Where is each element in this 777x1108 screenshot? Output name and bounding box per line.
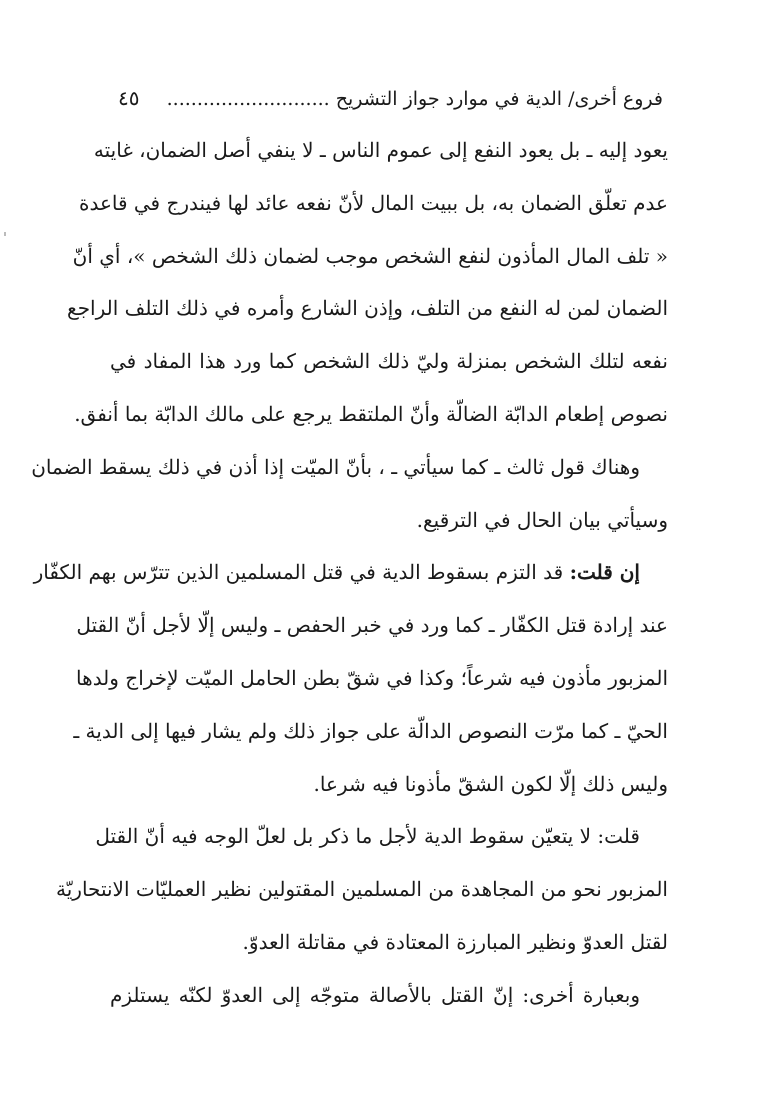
line-text: المزبور مأذون فيه شرعاً؛ وكذا في شقّ بطن الحامل الميّت لإخراج ولدها [76, 665, 668, 690]
text-line [110, 969, 668, 1022]
running-header [118, 86, 663, 120]
header-title-text: فروع أخرى/ الدية في موارد جواز التشريح [335, 88, 663, 110]
line-text: المزبور نحو من المجاهدة من المسلمين المقتولين نظير العمليّات الانتحاريّة [56, 877, 668, 902]
text-line [33, 546, 668, 599]
line-text: يعود إليه ـ بل يعود النفع إلى عموم الناس ـ لا ينفي أصل الضمان، غايته [93, 138, 668, 162]
line-text: قلت: لا يتعيّن سقوط الدية لأجل ما ذكر بل لعلّ الوجه فيه أنّ القتل [95, 824, 640, 849]
text-line [110, 335, 668, 388]
line-text: عند إرادة قتل الكفّار ـ كما ورد في خبر الحفص ـ وليس إلّا لأجل أنّ القتل [76, 613, 668, 638]
line-text: « تلف المال المأذون لنفع الشخص موجب لضمان ذلك الشخص »، أي أنّ [72, 243, 668, 268]
text-line [76, 652, 668, 705]
text-line [72, 230, 668, 283]
text-line [73, 705, 668, 758]
text-line [31, 441, 668, 494]
margin-mark [4, 232, 6, 236]
text-line [78, 177, 668, 230]
line-text: وليس ذلك إلّا لكون الشقّ مأذونا فيه شرعا. [313, 771, 668, 796]
text-line [93, 124, 668, 177]
line-text: وبعبارة أخرى: إنّ القتل بالأصالة متوجّه إلى العدوّ لكنّه يستلزم [110, 982, 640, 1007]
line-text: نفعه لتلك الشخص بمنزلة وليّ ذلك الشخص كما ورد هذا المفاد في [110, 349, 668, 374]
text-line [67, 282, 668, 335]
header-dot-leader: ........................... [166, 88, 330, 110]
text-line [110, 494, 668, 547]
line-text: الحيّ ـ كما مرّت النصوص الدالّة على جواز ذلك ولم يشار فيها إلى الدية ـ [73, 718, 668, 743]
text-line [110, 916, 668, 969]
text-line [76, 599, 668, 652]
text-line [110, 758, 668, 811]
line-text: وسيأتي بيان الحال في الترقيع. [416, 507, 668, 532]
line-text: الضمان لمن له النفع من التلف، وإذن الشارع وأمره في ذلك التلف الراجع [67, 296, 668, 321]
header-title [167, 88, 663, 110]
line-text: وهناك قول ثالث ـ كما سيأتي ـ ، بأنّ الميّت إذا أذن في ذلك يسقط الضمان [31, 454, 640, 479]
line-text: لقتل العدوّ ونظير المبارزة المعتادة في مقاتلة العدوّ. [242, 929, 668, 954]
line-text: نصوص إطعام الدابّة الضالّة وأنّ الملتقط يرجع على مالك الدابّة بما أنفق. [74, 401, 668, 426]
text-line [56, 863, 668, 916]
line-text: عدم تعلّق الضمان به، بل ببيت المال لأنّ نفعه عائد لها فيندرج في قاعدة [78, 190, 668, 215]
body-text [31, 124, 668, 1022]
text-line [95, 810, 668, 863]
paragraph-lead: إن قلت: [569, 560, 640, 585]
text-line [74, 388, 668, 441]
line-text: قد التزم بسقوط الدية في قتل المسلمين الذين تترّس بهم الكفّار [33, 560, 570, 585]
page-number: ٤٥ [118, 86, 140, 110]
